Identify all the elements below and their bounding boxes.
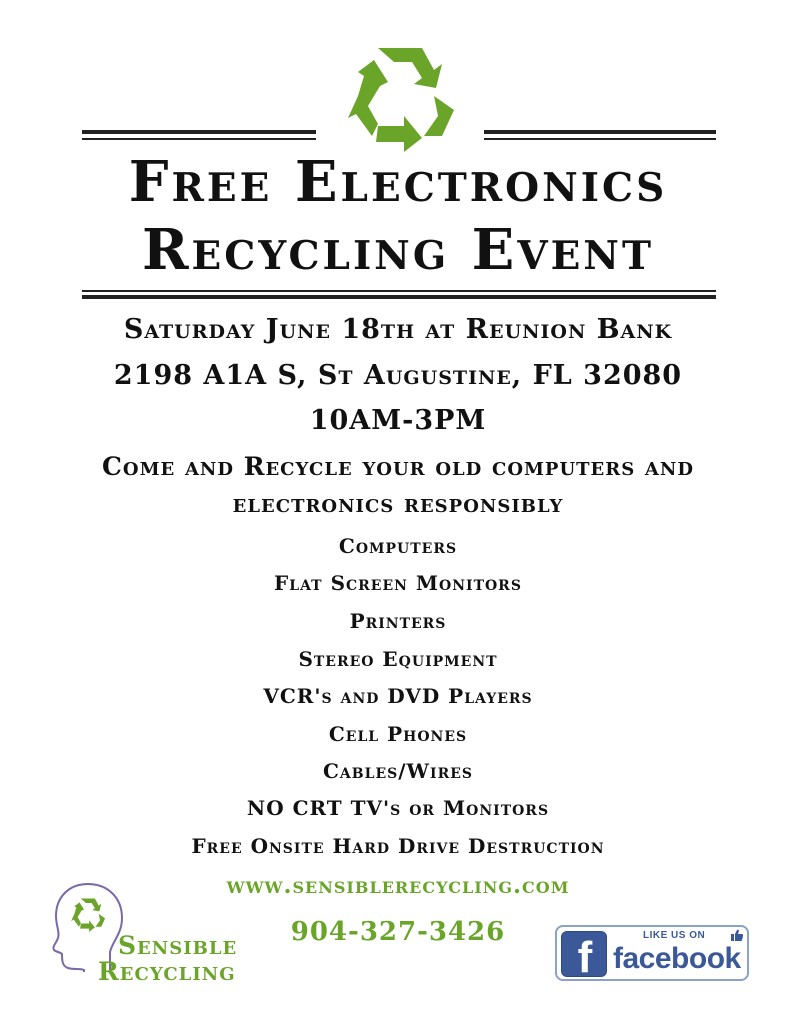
list-item: NO CRT TV's or Monitors	[246, 796, 550, 820]
list-item: Stereo Equipment	[298, 647, 498, 671]
facebook-f-letter: f	[577, 933, 593, 982]
title-line-2: Recycling Event	[142, 217, 654, 283]
facebook-like-button[interactable]	[555, 925, 749, 981]
event-date-venue: Saturday June 18th at Reunion Bank	[123, 314, 673, 345]
brand-logo	[50, 880, 280, 990]
list-item: Cell Phones	[328, 722, 468, 746]
website-link[interactable]: www.sensiblerecycling.com	[226, 872, 570, 899]
list-item: Flat Screen Monitors	[274, 571, 522, 595]
list-item: Computers	[338, 534, 458, 558]
facebook-logo	[561, 931, 607, 982]
facebook-wordmark: facebook	[613, 942, 741, 975]
facebook-like-label: LIKE US ON	[643, 930, 706, 941]
rule-top-left	[82, 130, 316, 141]
brand-name-line-2: Recycling	[98, 957, 236, 986]
rule-top-right	[484, 130, 716, 141]
list-item: Printers	[349, 609, 447, 633]
title-line-1: Free Electronics	[128, 149, 668, 215]
rule-bottom	[82, 290, 716, 301]
event-hours: 10AM-3PM	[309, 405, 487, 436]
recycle-icon	[338, 40, 462, 152]
event-address: 2198 A1A S, St Augustine, FL 32080	[113, 360, 683, 391]
phone-number[interactable]: 904-327-3426	[290, 917, 506, 947]
tagline-line-1: Come and Recycle your old computers and	[102, 452, 694, 481]
list-item: VCR's and DVD Players	[263, 684, 533, 708]
list-item: Cables/Wires	[323, 759, 473, 783]
brand-name-line-1: Sensible	[118, 931, 238, 960]
tagline-line-2: electronics responsibly	[232, 489, 564, 518]
list-item: Free Onsite Hard Drive Destruction	[191, 834, 605, 858]
thumbs-up-icon	[731, 929, 743, 941]
